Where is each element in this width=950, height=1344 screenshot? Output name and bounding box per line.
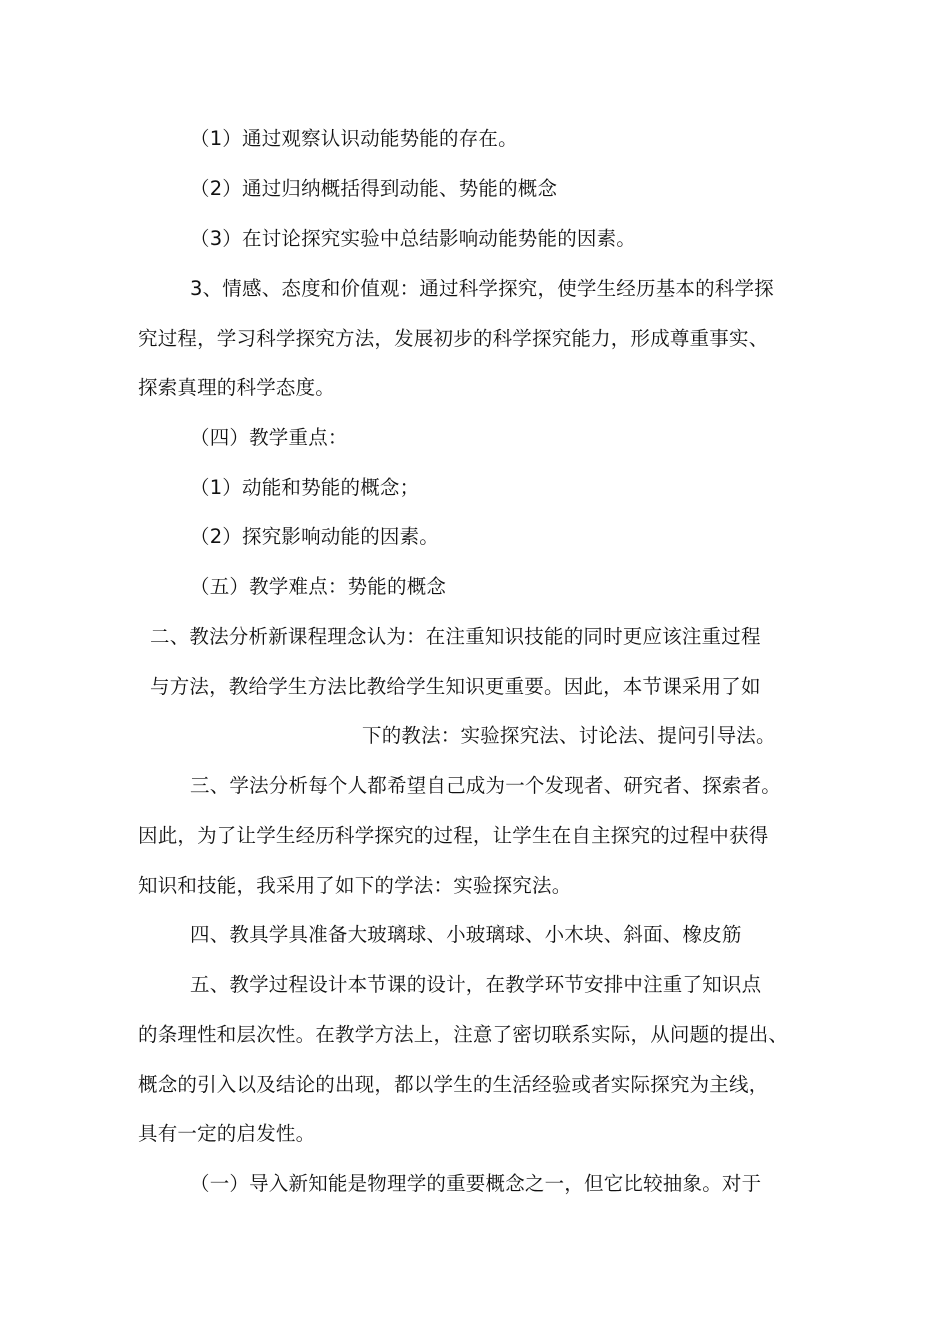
key-points-heading: （四）教学重点： xyxy=(190,426,348,449)
process-design-line-4: 具有一定的启发性。 xyxy=(138,1122,316,1145)
emotion-goal-line-2: 究过程，学习科学探究方法，发展初步的科学探究能力，形成尊重事实、 xyxy=(138,327,769,350)
study-method-line-1: 三、学法分析每个人都希望自己成为一个发现者、研究者、探索者。 xyxy=(190,774,782,797)
emotion-goal-line-3: 探索真理的科学态度。 xyxy=(138,376,336,399)
process-design-line-2: 的条理性和层次性。在教学方法上，注意了密切联系实际，从问题的提出、 xyxy=(138,1023,789,1046)
method-analysis-line-1: 二、教法分析新课程理念认为：在注重知识技能的同时更应该注重过程 xyxy=(150,625,761,648)
study-method-line-3: 知识和技能，我采用了如下的学法：实验探究法。 xyxy=(138,874,572,897)
emotion-goal-line-1: 3、情感、态度和价值观：通过科学探究，使学生经历基本的科学探 xyxy=(190,277,774,300)
objective-line-2: （2）通过归纳概括得到动能、势能的概念 xyxy=(190,177,558,200)
teaching-aids-line: 四、教具学具准备大玻璃球、小玻璃球、小木块、斜面、橡皮筋 xyxy=(190,923,742,946)
difficulty-line: （五）教学难点：势能的概念 xyxy=(190,575,447,598)
key-point-2: （2）探究影响动能的因素。 xyxy=(190,525,440,548)
objective-line-1: （1）通过观察认识动能势能的存在。 xyxy=(190,127,518,150)
study-method-line-2: 因此，为了让学生经历科学探究的过程，让学生在自主探究的过程中获得 xyxy=(138,824,769,847)
introduction-line: （一）导入新知能是物理学的重要概念之一，但它比较抽象。对于 xyxy=(190,1172,762,1195)
key-point-1: （1）动能和势能的概念； xyxy=(190,476,420,499)
process-design-line-1: 五、教学过程设计本节课的设计，在教学环节安排中注重了知识点 xyxy=(190,973,762,996)
method-analysis-line-3: 下的教法：实验探究法、讨论法、提问引导法。 xyxy=(362,724,776,747)
process-design-line-3: 概念的引入以及结论的出现，都以学生的生活经验或者实际探究为主线， xyxy=(138,1073,769,1096)
objective-line-3: （3）在讨论探究实验中总结影响动能势能的因素。 xyxy=(190,227,637,250)
method-analysis-line-2: 与方法，教给学生方法比教给学生知识更重要。因此，本节课采用了如 xyxy=(150,675,761,698)
